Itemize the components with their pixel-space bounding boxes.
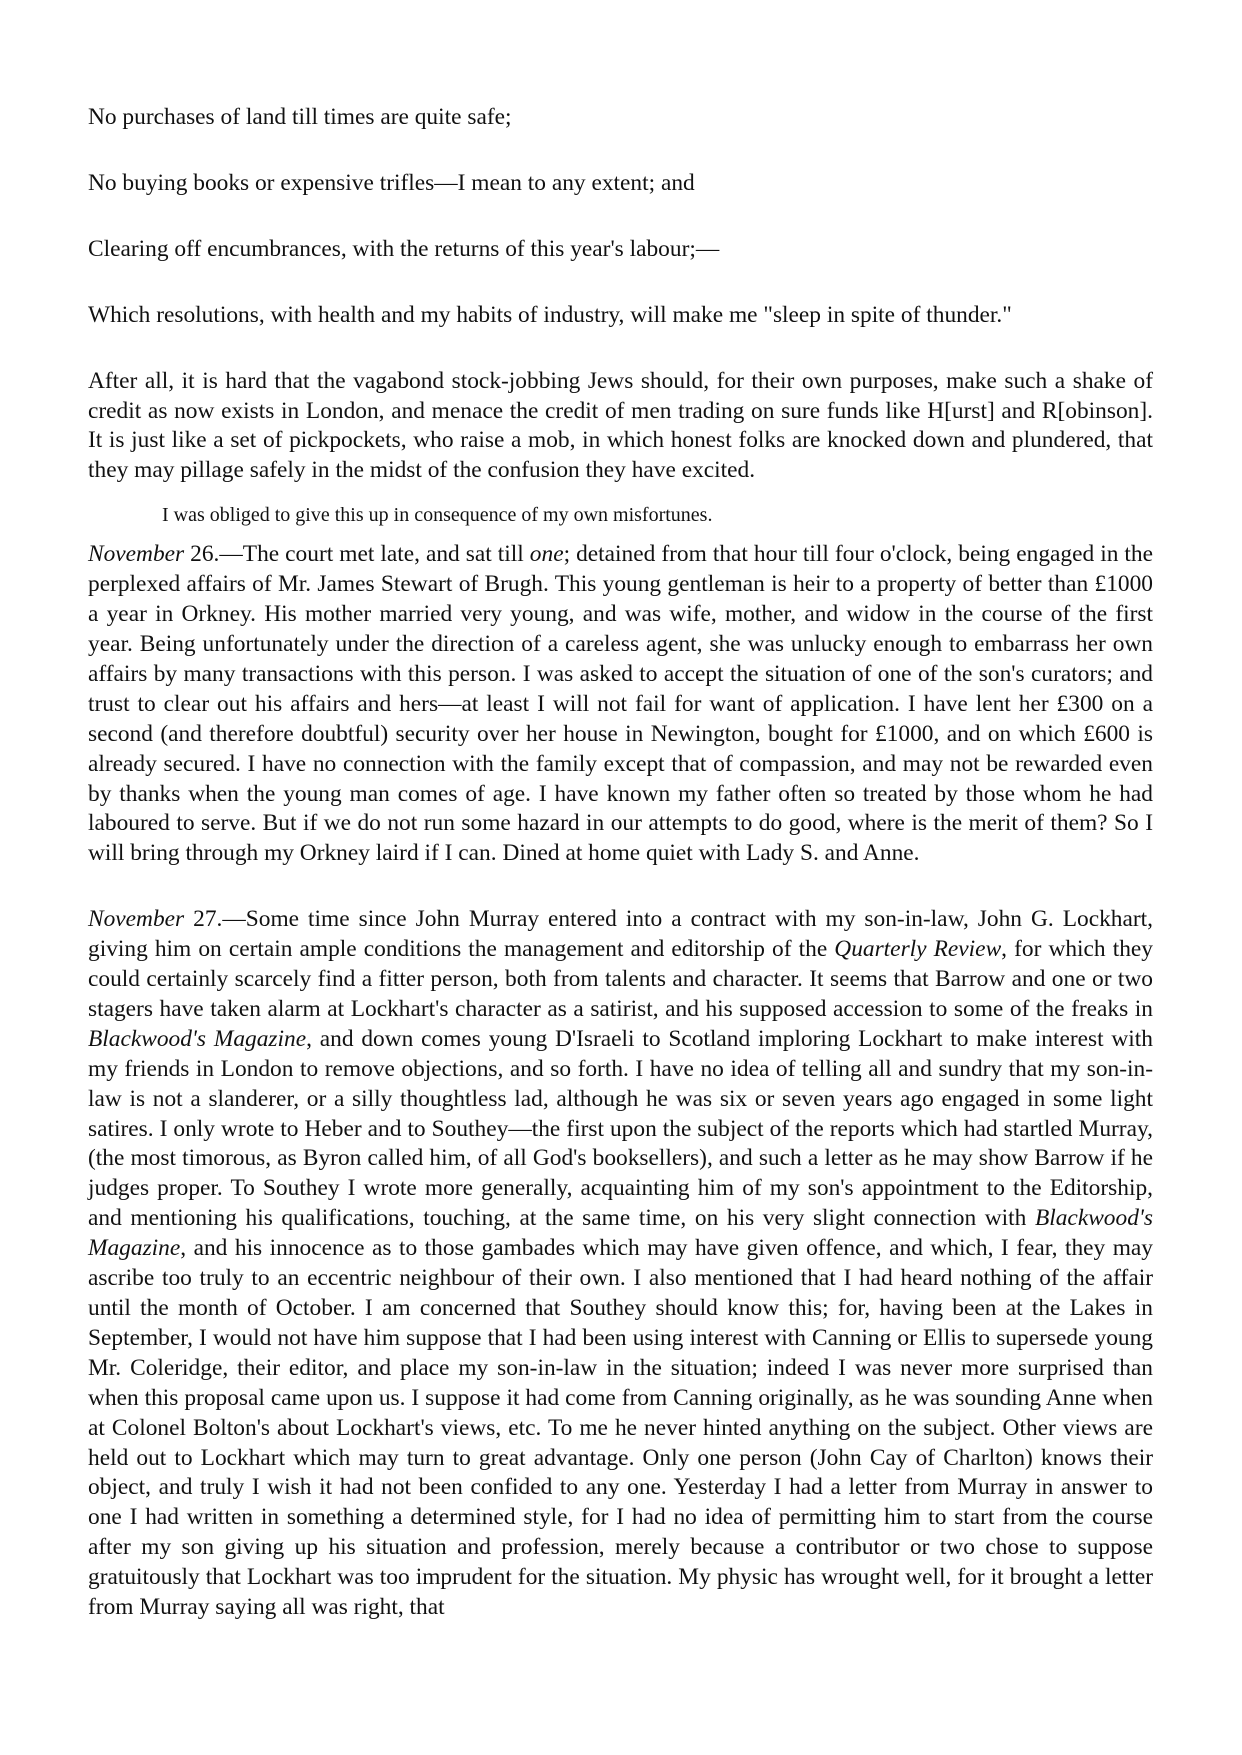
entry-27-part-2: , for which they could certainly scarcely find a fitter person, both from talents and character. It seems that Barrow and one or two stagers have taken alarm at Lockhart's character as a satirist, and his supposed accession to some of the freaks in (88, 936, 1153, 1022)
entry-27-part-3: , and down comes young D'Israeli to Scotland imploring Lockhart to make interest with my friends in London to remove objections, and so forth. I have no idea of telling all and sundry that my son-in-law is not a slanderer, or a silly thoughtless lad, although he was six or seven years ago engaged in some light satires. I only wrote to Heber and to Southey—the first upon the subject of the reports which had startled Murray, (the most timorous, as Byron called him, of all God's booksellers), and such a letter as he may show Barrow if he judges proper. To Southey I wrote more generally, acquainting him of my son's appointment to the Editorship, and mentioning his qualifications, touching, at the same time, on his very slight connection with (88, 1025, 1154, 1232)
entry-27-blackwoods-2: Blackwood's Magazine (88, 1205, 1153, 1262)
entry-november-27 (88, 905, 1153, 1623)
credit-paragraph: After all, it is hard that the vagabond stock-jobbing Jews should, for their own purposes, make such a shake of credit as now exists in London, and menace the credit of men trading on sure funds like H[urst] and R[obinson]. It is just like a set of pickpockets, who raise a mob, in which honest folks are knocked down and plundered, that they may pillage safely in the midst of the confusion they have excited. (88, 367, 1153, 484)
entry-26-opening: 26.—The court met late, and sat till (184, 541, 530, 568)
footnote: I was obliged to give this up in consequence of my own misfortunes. (162, 504, 713, 527)
entry-november-26 (88, 540, 1153, 869)
entry-26-month: November (88, 541, 185, 568)
resolution-line-4: Which resolutions, with health and my habits of industry, will make me "sleep in spite of thunder." (88, 301, 1012, 328)
resolution-line-3: Clearing off encumbrances, with the returns of this year's labour;— (88, 235, 720, 262)
page-text (88, 103, 1153, 1623)
resolution-line-2: No buying books or expensive trifles—I mean to any extent; and (88, 169, 695, 196)
entry-26-body: ; detained from that hour till four o'clock, being engaged in the perplexed affairs of Mr. James Stewart of Brugh. This young gentleman is heir to a property of better than £1000 a year in Orkney. His mother married very young, and was wife, mother, and widow in the course of the first year. Being unfortunately under the direction of a careless agent, she was unlucky enough to embarrass her own affairs by many transactions with this person. I was asked to accept the situation of one of the son's curators; and trust to clear out his affairs and hers—at least I will not fail for want of application. I have lent her £300 on a second (and therefore doubtful) security over her house in Newington, bought for £1000, and on which £600 is already secured. I have no connection with the family except that of compassion, and may not be rewarded even by thanks when the young man comes of age. I have known my father often so treated by those whom he had laboured to serve. But if we do not run some hazard in our attempts to do good, where is the merit of them? So I will bring through my Orkney laird if I can. Dined at home quiet with Lady S. and Anne. (88, 541, 1153, 867)
entry-27-part-4: , and his innocence as to those gambades which may have given offence, and which, I fear, they may ascribe too truly to an eccentric neighbour of their own. I also mentioned that I had heard nothing of the affair until the month of October. I am concerned that Southey should know this; for, having been at the Lakes in September, I would not have him suppose that I had been using interest with Canning or Ellis to supersede young Mr. Coleridge, their editor, and place my son-in-law in the situation; indeed I was never more surprised than when this proposal came upon us. I suppose it had come from Canning originally, as he was sounding Anne when at Colonel Bolton's about Lockhart's views, etc. To me he never hinted anything on the subject. Other views are held out to Lockhart which may turn to great advantage. Only one person (John Cay of Charlton) knows their object, and truly I wish it had not been confided to any one. Yesterday I had a letter from Murray in answer to one I had written in something a determined style, for I had no idea of permitting him to start from the course after my son giving up his situation and profession, merely because a contributor or two chose to suppose gratuitously that Lockhart was too imprudent for the situation. My physic has wrought well, for it brought a letter from Murray saying all was right, that (88, 1235, 1153, 1621)
resolution-line-1: No purchases of land till times are quite safe; (88, 104, 512, 130)
entry-27-blackwoods-1: Blackwood's Magazine (88, 1025, 307, 1052)
entry-27-part-1: 27.—Some time since John Murray entered into a contract with my son-in-law, John G. Lockhart, giving him on certain ample conditions the management and editorship of the (88, 906, 1153, 963)
entry-27-month: November (88, 906, 185, 933)
entry-26-emphasis: one (529, 541, 564, 568)
entry-27-quarterly-review: Quarterly Review (834, 936, 1002, 963)
